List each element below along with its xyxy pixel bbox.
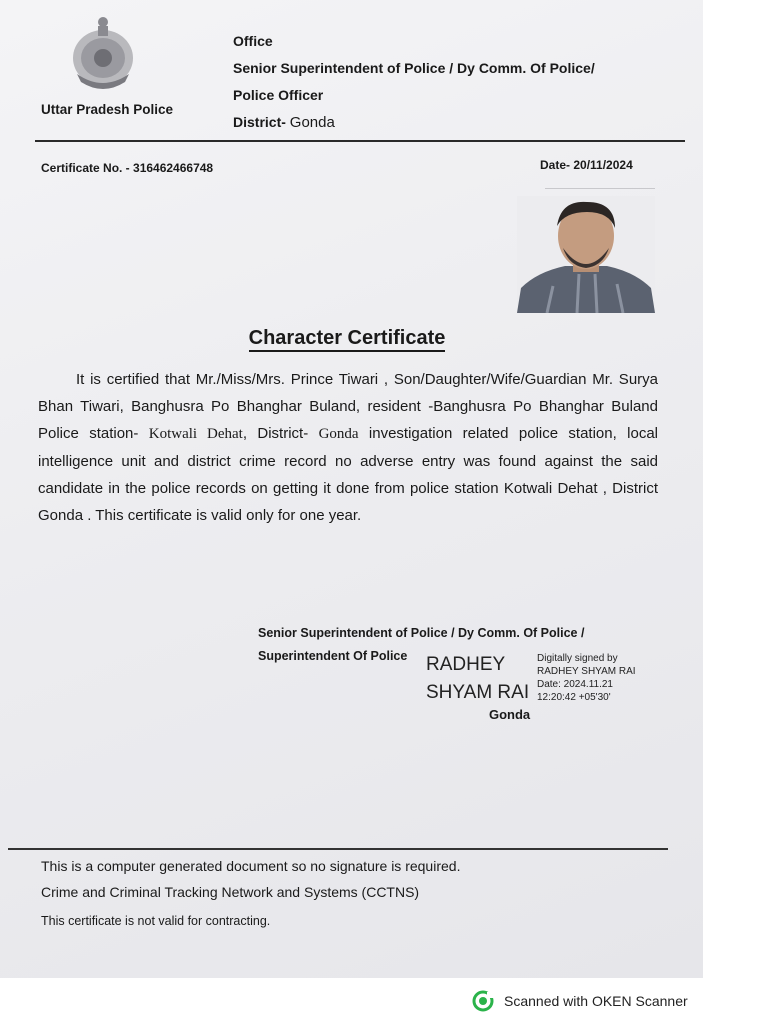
office-line: Office — [233, 33, 273, 49]
body-text-part: It is certified that Mr./Miss/Mrs. Prince Tiwari , Son/Daughter/Wife/Guardian Mr. Surya Bhan Tiwari, Banghusra Po Bhanghar Buland, resident -Banghusra Po Bhanghar Buland Police station- — [38, 371, 658, 442]
signer-name-line: RADHEY — [426, 654, 506, 675]
scanner-watermark — [472, 990, 688, 1012]
organization-name: Uttar Pradesh Police — [41, 102, 174, 117]
signature-place: Gonda — [489, 707, 531, 722]
district-value-inline: Gonda — [318, 426, 359, 442]
signatory-designation-2: Superintendent Of Police — [258, 649, 408, 663]
footer-validity-note: This certificate is not valid for contracting. — [41, 914, 271, 928]
footer-note: This is a computer generated document so no signature is required. — [41, 858, 461, 874]
signer-name-line: SHYAM RAI — [426, 682, 530, 703]
office-line: Senior Superintendent of Police / Dy Comm. Of Police/ — [233, 60, 595, 76]
date-underline — [545, 188, 655, 189]
district-label: District- — [233, 114, 286, 130]
certificate-date: Date- 20/11/2024 — [540, 158, 633, 172]
signature-detail-line: RADHEY SHYAM RAI — [537, 666, 636, 677]
certificate-number: Certificate No. - 316462466748 — [41, 161, 214, 175]
certificate-title — [0, 327, 694, 350]
header-divider — [35, 140, 685, 142]
oken-scanner-icon — [472, 990, 494, 1012]
signature-detail-line: Date: 2024.11.21 — [537, 679, 613, 690]
up-police-emblem-icon — [62, 12, 144, 94]
signature-detail-line: 12:20:42 +05'30' — [537, 692, 611, 703]
police-station-value: Kotwali Dehat — [148, 426, 243, 442]
certificate-body — [38, 366, 658, 529]
footer-cctns: Crime and Criminal Tracking Network and Systems (CCTNS) — [41, 884, 420, 900]
office-line: Police Officer — [233, 87, 324, 103]
district-value: Gonda — [289, 114, 335, 131]
digital-signature-details — [537, 652, 636, 704]
body-text-part: investigation related police station, local intelligence unit and district crime record no adverse entry was found against the said candidate in the police records on getting it done from police station Kotwali Dehat , District Gonda . This certificate is valid only for one year. — [38, 425, 658, 524]
district-line — [233, 109, 595, 136]
body-text-part: , District- — [242, 425, 309, 442]
digital-signer-name — [426, 651, 529, 707]
signature-detail-line: Digitally signed by — [537, 653, 618, 664]
signatory-designation: Senior Superintendent of Police / Dy Comm. Of Police / — [258, 626, 585, 640]
scanner-label: Scanned with OKEN Scanner — [504, 993, 688, 1009]
office-block — [233, 28, 595, 136]
certificate-title-text: Character Certificate — [249, 327, 446, 352]
footer-divider — [8, 848, 668, 850]
candidate-photo — [517, 196, 655, 313]
